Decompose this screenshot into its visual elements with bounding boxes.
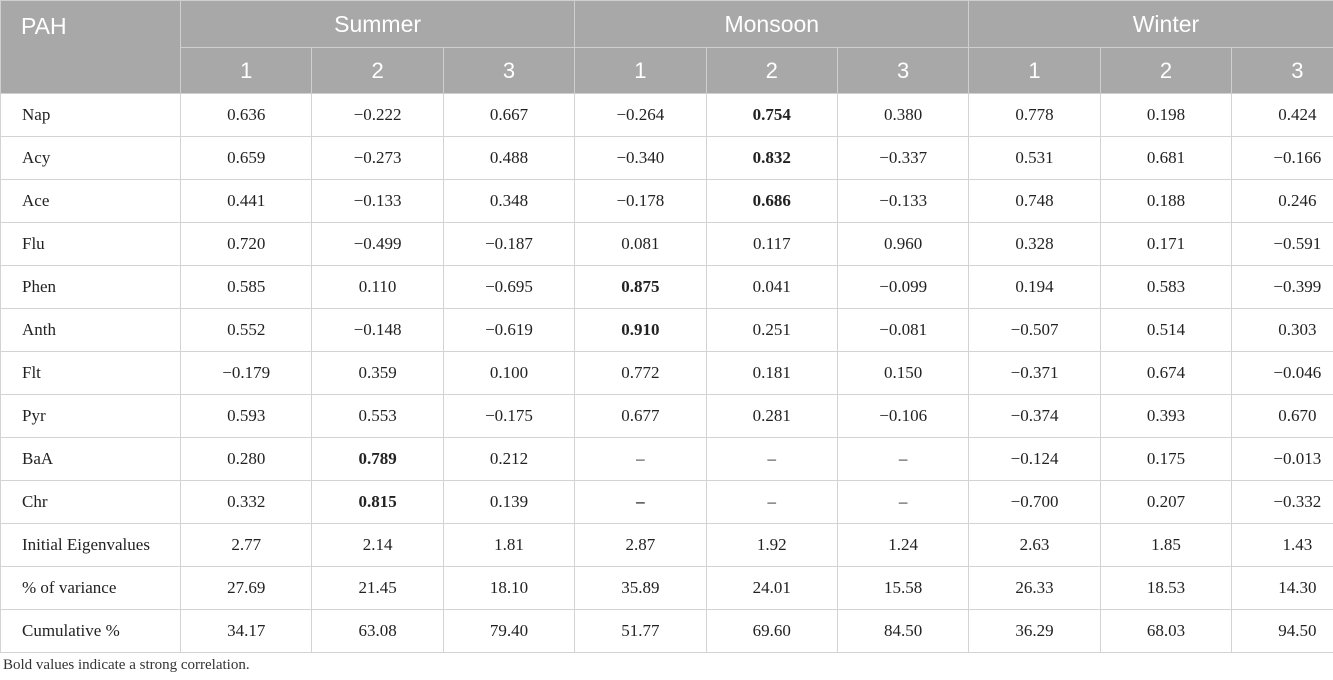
table-cell: 0.380: [837, 94, 968, 137]
table-cell: 0.789: [312, 438, 443, 481]
table-cell: 0.303: [1232, 309, 1333, 352]
table-cell: 0.875: [575, 266, 706, 309]
season-header-summer: Summer: [181, 1, 575, 48]
row-label: BaA: [1, 438, 181, 481]
table-cell: −0.222: [312, 94, 443, 137]
table-cell: 2.63: [969, 524, 1100, 567]
table-cell: −0.332: [1232, 481, 1333, 524]
table-cell: 0.659: [181, 137, 312, 180]
table-cell: –: [575, 481, 706, 524]
table-cell: 0.198: [1100, 94, 1231, 137]
table-cell: 1.92: [706, 524, 837, 567]
row-label: Initial Eigenvalues: [1, 524, 181, 567]
factor-header: 1: [575, 48, 706, 94]
factor-header: 1: [181, 48, 312, 94]
table-cell: −0.133: [837, 180, 968, 223]
table-cell: −0.178: [575, 180, 706, 223]
table-cell: 0.393: [1100, 395, 1231, 438]
table-cell: 79.40: [443, 610, 574, 653]
table-cell: 0.553: [312, 395, 443, 438]
table-header: [1, 1, 1333, 94]
row-label: Flt: [1, 352, 181, 395]
table-row: [1, 266, 1333, 309]
table-cell: −0.507: [969, 309, 1100, 352]
table-cell: 18.53: [1100, 567, 1231, 610]
table-row: [1, 309, 1333, 352]
table-cell: 0.188: [1100, 180, 1231, 223]
table-cell: 63.08: [312, 610, 443, 653]
table-cell: −0.187: [443, 223, 574, 266]
table-cell: −0.273: [312, 137, 443, 180]
table-cell: −0.700: [969, 481, 1100, 524]
table-cell: 0.175: [1100, 438, 1231, 481]
table-cell: 0.910: [575, 309, 706, 352]
table-row: [1, 352, 1333, 395]
table-row: [1, 395, 1333, 438]
table-cell: 0.181: [706, 352, 837, 395]
table-cell: −0.591: [1232, 223, 1333, 266]
table-cell: −0.179: [181, 352, 312, 395]
table-cell: –: [706, 438, 837, 481]
table-cell: 0.207: [1100, 481, 1231, 524]
header-row-factors: [1, 48, 1333, 94]
table-cell: 21.45: [312, 567, 443, 610]
factor-header: 3: [837, 48, 968, 94]
table-row: [1, 137, 1333, 180]
row-label: Nap: [1, 94, 181, 137]
table-cell: −0.124: [969, 438, 1100, 481]
table-cell: −0.340: [575, 137, 706, 180]
table-cell: –: [837, 481, 968, 524]
table-cell: 0.348: [443, 180, 574, 223]
table-cell: 0.194: [969, 266, 1100, 309]
table-cell: 27.69: [181, 567, 312, 610]
table-cell: 2.87: [575, 524, 706, 567]
table-cell: 0.280: [181, 438, 312, 481]
factor-header: 2: [706, 48, 837, 94]
table-cell: 0.531: [969, 137, 1100, 180]
table-cell: 68.03: [1100, 610, 1231, 653]
table-cell: 26.33: [969, 567, 1100, 610]
table-cell: –: [837, 438, 968, 481]
factor-header: 2: [1100, 48, 1231, 94]
table-row: [1, 438, 1333, 481]
table-cell: 94.50: [1232, 610, 1333, 653]
table-cell: 0.720: [181, 223, 312, 266]
table-cell: 0.081: [575, 223, 706, 266]
table-cell: −0.337: [837, 137, 968, 180]
table-cell: 2.77: [181, 524, 312, 567]
table-cell: 0.150: [837, 352, 968, 395]
table-cell: 1.85: [1100, 524, 1231, 567]
table-cell: −0.695: [443, 266, 574, 309]
table-row: [1, 610, 1333, 653]
factor-header: 1: [969, 48, 1100, 94]
row-label: Pyr: [1, 395, 181, 438]
table-cell: −0.619: [443, 309, 574, 352]
table-cell: –: [575, 438, 706, 481]
table-cell: 0.593: [181, 395, 312, 438]
table-cell: −0.399: [1232, 266, 1333, 309]
table-cell: 15.58: [837, 567, 968, 610]
table-cell: −0.013: [1232, 438, 1333, 481]
table-cell: 0.246: [1232, 180, 1333, 223]
row-label: Flu: [1, 223, 181, 266]
table-cell: 0.677: [575, 395, 706, 438]
table-row: [1, 567, 1333, 610]
row-label: Acy: [1, 137, 181, 180]
header-row-seasons: [1, 1, 1333, 48]
table-cell: 14.30: [1232, 567, 1333, 610]
table-cell: −0.374: [969, 395, 1100, 438]
table-cell: −0.264: [575, 94, 706, 137]
table-cell: −0.166: [1232, 137, 1333, 180]
table-cell: 0.332: [181, 481, 312, 524]
table-cell: −0.133: [312, 180, 443, 223]
table-cell: 0.960: [837, 223, 968, 266]
table-cell: 0.171: [1100, 223, 1231, 266]
table-cell: 0.748: [969, 180, 1100, 223]
table-cell: 0.585: [181, 266, 312, 309]
table-cell: 84.50: [837, 610, 968, 653]
table-cell: 0.359: [312, 352, 443, 395]
table-cell: 18.10: [443, 567, 574, 610]
table-cell: −0.106: [837, 395, 968, 438]
table-cell: 0.110: [312, 266, 443, 309]
table-footnote: Bold values indicate a strong correlation.: [3, 657, 250, 673]
table-cell: 0.281: [706, 395, 837, 438]
pah-column-header: PAH: [1, 1, 181, 94]
table-cell: 0.778: [969, 94, 1100, 137]
table-cell: 51.77: [575, 610, 706, 653]
table-row: [1, 180, 1333, 223]
row-label: Ace: [1, 180, 181, 223]
table-cell: 24.01: [706, 567, 837, 610]
table-cell: −0.148: [312, 309, 443, 352]
table-cell: 0.328: [969, 223, 1100, 266]
table-cell: 0.212: [443, 438, 574, 481]
row-label: Anth: [1, 309, 181, 352]
table-cell: 0.636: [181, 94, 312, 137]
table-cell: 34.17: [181, 610, 312, 653]
factor-header: 3: [1232, 48, 1333, 94]
table-row: [1, 524, 1333, 567]
table-cell: −0.099: [837, 266, 968, 309]
table-cell: −0.175: [443, 395, 574, 438]
table-row: [1, 223, 1333, 266]
table-cell: 1.81: [443, 524, 574, 567]
table-cell: 0.552: [181, 309, 312, 352]
table-cell: 35.89: [575, 567, 706, 610]
table-cell: −0.046: [1232, 352, 1333, 395]
table-cell: 0.674: [1100, 352, 1231, 395]
table-row: [1, 94, 1333, 137]
table-cell: 0.251: [706, 309, 837, 352]
table-cell: 0.815: [312, 481, 443, 524]
table-row: [1, 481, 1333, 524]
table-cell: −0.499: [312, 223, 443, 266]
table-cell: −0.081: [837, 309, 968, 352]
table-cell: 0.139: [443, 481, 574, 524]
factor-header: 2: [312, 48, 443, 94]
table-cell: 0.686: [706, 180, 837, 223]
table-cell: –: [706, 481, 837, 524]
table-cell: 0.117: [706, 223, 837, 266]
table-cell: 0.441: [181, 180, 312, 223]
table-cell: 0.583: [1100, 266, 1231, 309]
row-label: % of variance: [1, 567, 181, 610]
table-cell: 1.24: [837, 524, 968, 567]
table-cell: 0.667: [443, 94, 574, 137]
table-cell: 0.832: [706, 137, 837, 180]
table-cell: 36.29: [969, 610, 1100, 653]
table-cell: −0.371: [969, 352, 1100, 395]
table-cell: 0.424: [1232, 94, 1333, 137]
table-cell: 0.681: [1100, 137, 1231, 180]
table-cell: 0.754: [706, 94, 837, 137]
table-body: [1, 94, 1333, 653]
season-header-winter: Winter: [969, 1, 1333, 48]
season-header-monsoon: Monsoon: [575, 1, 969, 48]
factor-header: 3: [443, 48, 574, 94]
table-cell: 69.60: [706, 610, 837, 653]
table-cell: 2.14: [312, 524, 443, 567]
row-label: Phen: [1, 266, 181, 309]
table-cell: 0.772: [575, 352, 706, 395]
table-cell: 0.670: [1232, 395, 1333, 438]
row-label: Cumulative %: [1, 610, 181, 653]
table-cell: 0.488: [443, 137, 574, 180]
table-cell: 0.041: [706, 266, 837, 309]
table-cell: 0.514: [1100, 309, 1231, 352]
row-label: Chr: [1, 481, 181, 524]
table-cell: 0.100: [443, 352, 574, 395]
table-cell: 1.43: [1232, 524, 1333, 567]
